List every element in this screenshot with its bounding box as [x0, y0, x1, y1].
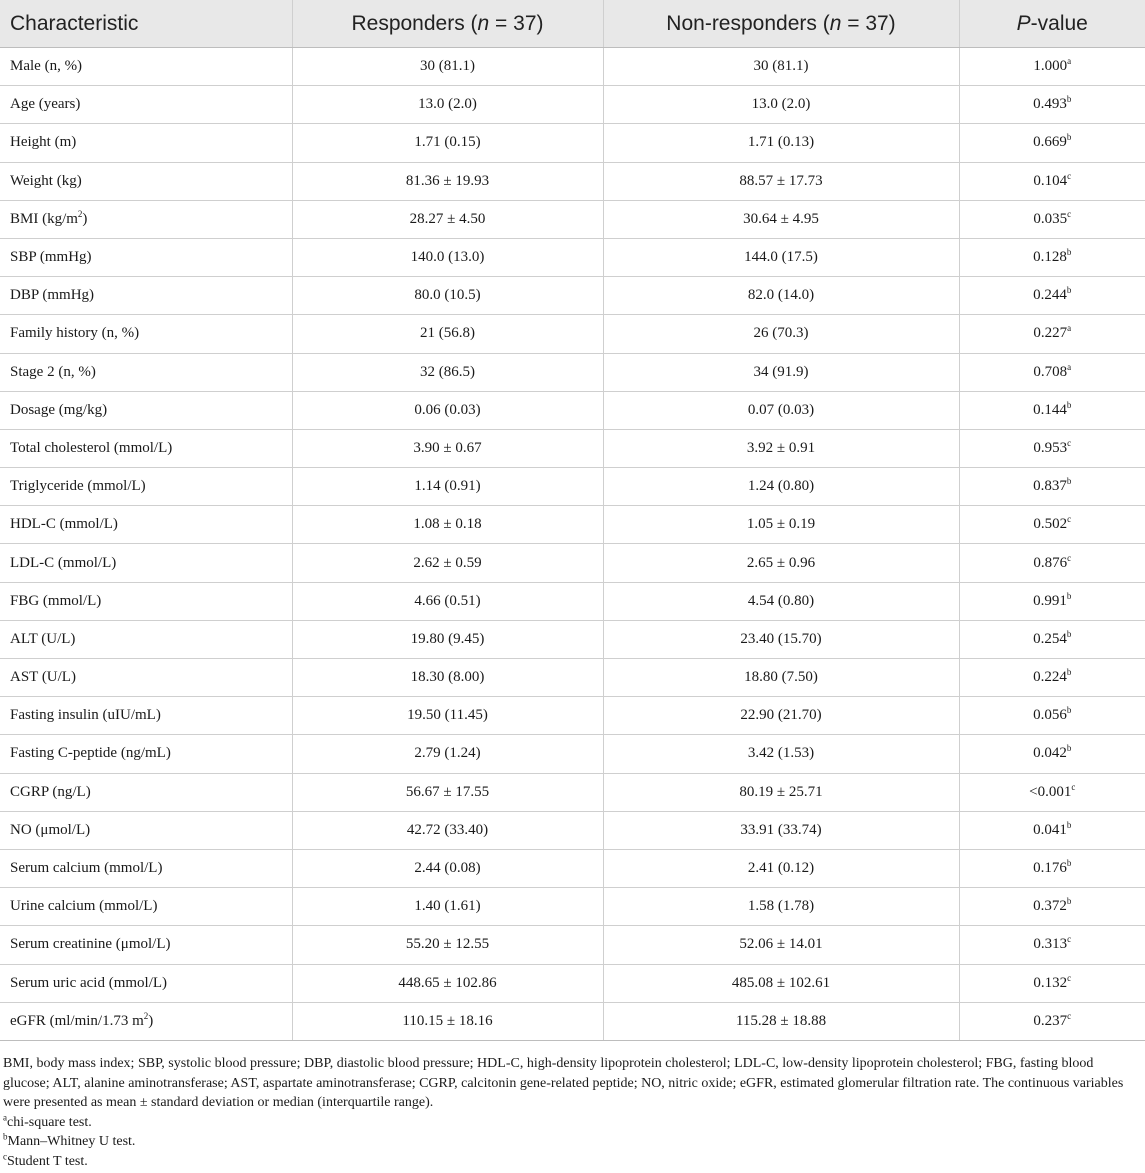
table-row [0, 468, 1145, 506]
test-superscript: b [1066, 667, 1072, 678]
pvalue: 0.035 [1033, 210, 1068, 227]
test-superscript: b [1066, 743, 1072, 754]
table-row [0, 277, 1145, 315]
characteristic-label: Urine calcium (mmol/L) [10, 898, 158, 915]
responders-value: 2.62 ± 0.59 [292, 544, 603, 582]
pvalue: 0.104 [1033, 172, 1068, 189]
pvalue: 0.244 [1033, 287, 1067, 304]
characteristic-label: BMI (kg/m [10, 210, 78, 227]
table-row [0, 544, 1145, 582]
table-row [0, 48, 1145, 86]
test-superscript: b [1066, 476, 1072, 487]
responders-value: 55.20 ± 12.55 [292, 926, 603, 964]
characteristic-label: Serum creatinine (μmol/L) [10, 936, 171, 953]
header-pvalue-text: P-value [1016, 11, 1088, 35]
characteristic-label: Weight (kg) [10, 172, 82, 189]
pvalue: 1.000 [1033, 58, 1068, 75]
footnote-a-text: chi-square test. [7, 1114, 92, 1130]
pvalue-cell [959, 468, 1145, 506]
row-characteristic [0, 48, 292, 86]
responders-value: 3.90 ± 0.67 [292, 429, 603, 467]
responders-value: 448.65 ± 102.86 [292, 964, 603, 1002]
responders-value: 2.44 (0.08) [292, 849, 603, 887]
test-superscript: c [1067, 934, 1072, 945]
pvalue: 0.042 [1033, 745, 1067, 762]
characteristic-label: ALT (U/L) [10, 630, 76, 647]
characteristic-label-suffix: ) [82, 210, 88, 227]
characteristic-label: Fasting C-peptide (ng/mL) [10, 745, 171, 762]
responders-value: 28.27 ± 4.50 [292, 200, 603, 238]
characteristic-label: HDL-C (mmol/L) [10, 516, 118, 533]
pvalue: <0.001 [1029, 783, 1072, 800]
pvalue-cell [959, 849, 1145, 887]
responders-value: 140.0 (13.0) [292, 238, 603, 276]
responders-value: 2.79 (1.24) [292, 735, 603, 773]
nonresponders-value: 88.57 ± 17.73 [603, 162, 959, 200]
pvalue: 0.313 [1033, 936, 1068, 953]
pvalue-cell [959, 48, 1145, 86]
row-characteristic [0, 620, 292, 658]
pvalue-cell [959, 391, 1145, 429]
characteristic-label: Stage 2 (n, %) [10, 363, 96, 380]
row-characteristic [0, 86, 292, 124]
characteristic-label: Triglyceride (mmol/L) [10, 478, 146, 495]
footnote-c [3, 1152, 1135, 1172]
footnote-a [3, 1113, 1135, 1133]
footnote-c-mark: c [3, 1150, 7, 1161]
responders-value: 1.71 (0.15) [292, 124, 603, 162]
characteristic-label: FBG (mmol/L) [10, 592, 102, 609]
pvalue-cell [959, 735, 1145, 773]
pvalue-cell [959, 544, 1145, 582]
pvalue: 0.254 [1033, 630, 1067, 647]
pvalue-cell [959, 506, 1145, 544]
pvalue-cell [959, 582, 1145, 620]
test-superscript: a [1067, 323, 1072, 334]
pvalue-cell [959, 964, 1145, 1002]
test-superscript: c [1067, 208, 1072, 219]
pvalue: 0.876 [1033, 554, 1068, 571]
table-row [0, 86, 1145, 124]
table-row [0, 697, 1145, 735]
header-row [0, 0, 1145, 48]
table-row [0, 811, 1145, 849]
pvalue: 0.176 [1033, 860, 1067, 877]
characteristic-label: Family history (n, %) [10, 325, 140, 342]
pvalue-cell [959, 1002, 1145, 1040]
nonresponders-value: 1.24 (0.80) [603, 468, 959, 506]
nonresponders-value: 115.28 ± 18.88 [603, 1002, 959, 1040]
table-row [0, 315, 1145, 353]
test-superscript: a [1067, 361, 1072, 372]
pvalue-cell [959, 429, 1145, 467]
pvalue: 0.224 [1033, 669, 1067, 686]
pvalue-cell [959, 659, 1145, 697]
row-characteristic [0, 888, 292, 926]
pvalue-cell [959, 620, 1145, 658]
responders-value: 80.0 (10.5) [292, 277, 603, 315]
responders-value: 30 (81.1) [292, 48, 603, 86]
nonresponders-value: 80.19 ± 25.71 [603, 773, 959, 811]
row-characteristic [0, 926, 292, 964]
nonresponders-value: 2.65 ± 0.96 [603, 544, 959, 582]
responders-value: 1.08 ± 0.18 [292, 506, 603, 544]
row-characteristic [0, 200, 292, 238]
header-pvalue [959, 0, 1145, 48]
header-responders [292, 0, 603, 48]
footnote-b [3, 1132, 1135, 1152]
row-characteristic [0, 773, 292, 811]
characteristic-label: Total cholesterol (mmol/L) [10, 439, 173, 456]
responders-value: 1.40 (1.61) [292, 888, 603, 926]
responders-value: 110.15 ± 18.16 [292, 1002, 603, 1040]
row-characteristic [0, 1002, 292, 1040]
characteristic-label: Height (m) [10, 134, 77, 151]
pvalue: 0.144 [1033, 401, 1067, 418]
nonresponders-value: 13.0 (2.0) [603, 86, 959, 124]
test-superscript: b [1066, 896, 1072, 907]
nonresponders-value: 33.91 (33.74) [603, 811, 959, 849]
unit-superscript: 2 [143, 1010, 149, 1021]
characteristic-label-suffix: ) [148, 1012, 154, 1029]
pvalue: 0.953 [1033, 439, 1068, 456]
footnote-abbreviations: BMI, body mass index; SBP, systolic blood pressure; DBP, diastolic blood pressure; HDL-C, high-density lipoprotein cholesterol; LDL-C, low-density lipoprotein cholesterol; FBG, fasting blood glucose; ALT, alanine aminotransferase; AST, aspartate aminotransferase; CGRP, calcitonin gene-related peptide; NO, nitric oxide; eGFR, estimated glomerular filtration rate. The continuous variables were presented as mean ± standard deviation or median (interquartile range). [3, 1056, 1124, 1110]
table-row [0, 124, 1145, 162]
table-row [0, 926, 1145, 964]
test-superscript: c [1067, 514, 1072, 525]
responders-value: 18.30 (8.00) [292, 659, 603, 697]
row-characteristic [0, 429, 292, 467]
characteristic-label: Serum calcium (mmol/L) [10, 860, 163, 877]
table-row [0, 735, 1145, 773]
nonresponders-value: 0.07 (0.03) [603, 391, 959, 429]
row-characteristic [0, 735, 292, 773]
row-characteristic [0, 353, 292, 391]
table-row [0, 659, 1145, 697]
header-nonresponders-text: Non-responders (n = 37) [666, 11, 896, 35]
test-superscript: b [1066, 94, 1072, 105]
test-superscript: b [1066, 858, 1072, 869]
row-characteristic [0, 582, 292, 620]
table-row [0, 773, 1145, 811]
row-characteristic [0, 468, 292, 506]
footnote-b-mark: b [3, 1131, 8, 1142]
table-row [0, 162, 1145, 200]
pvalue-cell [959, 277, 1145, 315]
test-superscript: b [1066, 819, 1072, 830]
row-characteristic [0, 506, 292, 544]
footnote-a-mark: a [3, 1111, 7, 1122]
row-characteristic [0, 811, 292, 849]
table-row [0, 429, 1145, 467]
header-characteristic: Characteristic [0, 0, 292, 48]
row-characteristic [0, 238, 292, 276]
nonresponders-value: 34 (91.9) [603, 353, 959, 391]
responders-value: 0.06 (0.03) [292, 391, 603, 429]
responders-value: 56.67 ± 17.55 [292, 773, 603, 811]
pvalue: 0.837 [1033, 478, 1067, 495]
pvalue: 0.372 [1033, 898, 1067, 915]
test-superscript: b [1066, 132, 1072, 143]
test-superscript: b [1066, 705, 1072, 716]
pvalue: 0.041 [1033, 821, 1067, 838]
responders-value: 19.50 (11.45) [292, 697, 603, 735]
row-characteristic [0, 697, 292, 735]
nonresponders-value: 22.90 (21.70) [603, 697, 959, 735]
nonresponders-value: 26 (70.3) [603, 315, 959, 353]
table-header [0, 0, 1145, 48]
pvalue: 0.493 [1033, 96, 1067, 113]
nonresponders-value: 4.54 (0.80) [603, 582, 959, 620]
pvalue-cell [959, 162, 1145, 200]
row-characteristic [0, 964, 292, 1002]
table-row [0, 200, 1145, 238]
pvalue: 0.669 [1033, 134, 1067, 151]
header-nonresponders [603, 0, 959, 48]
nonresponders-value: 3.92 ± 0.91 [603, 429, 959, 467]
characteristic-label: Male (n, %) [10, 58, 83, 75]
pvalue-cell [959, 888, 1145, 926]
pvalue: 0.128 [1033, 249, 1067, 266]
row-characteristic [0, 659, 292, 697]
table-row [0, 391, 1145, 429]
characteristic-label: LDL-C (mmol/L) [10, 554, 117, 571]
test-superscript: c [1071, 781, 1076, 792]
table-row [0, 964, 1145, 1002]
characteristic-label: Dosage (mg/kg) [10, 401, 108, 418]
nonresponders-value: 30.64 ± 4.95 [603, 200, 959, 238]
pvalue-cell [959, 315, 1145, 353]
table-row [0, 353, 1145, 391]
table-row [0, 238, 1145, 276]
test-superscript: b [1066, 247, 1072, 258]
footnote-c-text: Student T test. [7, 1153, 88, 1169]
responders-value: 32 (86.5) [292, 353, 603, 391]
characteristic-label: Age (years) [10, 96, 81, 113]
characteristic-label: SBP (mmHg) [10, 249, 92, 266]
characteristic-label: Fasting insulin (uIU/mL) [10, 707, 161, 724]
row-characteristic [0, 544, 292, 582]
footnote-b-text: Mann–Whitney U test. [7, 1134, 136, 1149]
pvalue-cell [959, 773, 1145, 811]
pvalue-cell [959, 86, 1145, 124]
test-superscript: b [1066, 399, 1072, 410]
table-footnotes [3, 1054, 1135, 1171]
pvalue: 0.132 [1033, 974, 1068, 991]
pvalue-cell [959, 926, 1145, 964]
responders-value: 81.36 ± 19.93 [292, 162, 603, 200]
row-characteristic [0, 849, 292, 887]
test-superscript: b [1066, 590, 1072, 601]
table-body [0, 48, 1145, 1041]
pvalue-cell [959, 353, 1145, 391]
pvalue: 0.502 [1033, 516, 1068, 533]
table-row [0, 620, 1145, 658]
pvalue-cell [959, 811, 1145, 849]
row-characteristic [0, 124, 292, 162]
test-superscript: c [1067, 972, 1072, 983]
nonresponders-value: 144.0 (17.5) [603, 238, 959, 276]
row-characteristic [0, 315, 292, 353]
pvalue-cell [959, 238, 1145, 276]
table-row [0, 506, 1145, 544]
nonresponders-value: 18.80 (7.50) [603, 659, 959, 697]
nonresponders-value: 52.06 ± 14.01 [603, 926, 959, 964]
nonresponders-value: 3.42 (1.53) [603, 735, 959, 773]
test-superscript: b [1066, 628, 1072, 639]
nonresponders-value: 1.05 ± 0.19 [603, 506, 959, 544]
test-superscript: c [1067, 1010, 1072, 1021]
characteristic-label: Serum uric acid (mmol/L) [10, 974, 168, 991]
nonresponders-value: 1.71 (0.13) [603, 124, 959, 162]
responders-value: 4.66 (0.51) [292, 582, 603, 620]
pvalue-cell [959, 124, 1145, 162]
pvalue: 0.708 [1033, 363, 1068, 380]
pvalue: 0.991 [1033, 592, 1067, 609]
responders-value: 13.0 (2.0) [292, 86, 603, 124]
pvalue: 0.056 [1033, 707, 1067, 724]
pvalue: 0.237 [1033, 1012, 1068, 1029]
nonresponders-value: 1.58 (1.78) [603, 888, 959, 926]
table-row [0, 1002, 1145, 1040]
nonresponders-value: 2.41 (0.12) [603, 849, 959, 887]
nonresponders-value: 82.0 (14.0) [603, 277, 959, 315]
characteristic-label: DBP (mmHg) [10, 287, 95, 304]
pvalue-cell [959, 200, 1145, 238]
table-row [0, 582, 1145, 620]
row-characteristic [0, 162, 292, 200]
test-superscript: a [1067, 56, 1072, 67]
characteristic-label: eGFR (ml/min/1.73 m [10, 1012, 144, 1029]
nonresponders-value: 23.40 (15.70) [603, 620, 959, 658]
unit-superscript: 2 [77, 208, 83, 219]
responders-value: 21 (56.8) [292, 315, 603, 353]
test-superscript: c [1067, 170, 1072, 181]
responders-value: 42.72 (33.40) [292, 811, 603, 849]
characteristic-label: AST (U/L) [10, 669, 76, 686]
test-superscript: c [1067, 437, 1072, 448]
nonresponders-value: 30 (81.1) [603, 48, 959, 86]
pvalue: 0.227 [1033, 325, 1068, 342]
header-responders-text: Responders (n = 37) [351, 11, 544, 35]
nonresponders-value: 485.08 ± 102.61 [603, 964, 959, 1002]
row-characteristic [0, 277, 292, 315]
row-characteristic [0, 391, 292, 429]
table-row [0, 888, 1145, 926]
characteristic-label: NO (μmol/L) [10, 821, 91, 838]
characteristic-label: CGRP (ng/L) [10, 783, 91, 800]
test-superscript: b [1066, 285, 1072, 296]
responders-value: 19.80 (9.45) [292, 620, 603, 658]
responders-value: 1.14 (0.91) [292, 468, 603, 506]
pvalue-cell [959, 697, 1145, 735]
test-superscript: c [1067, 552, 1072, 563]
table-row [0, 849, 1145, 887]
